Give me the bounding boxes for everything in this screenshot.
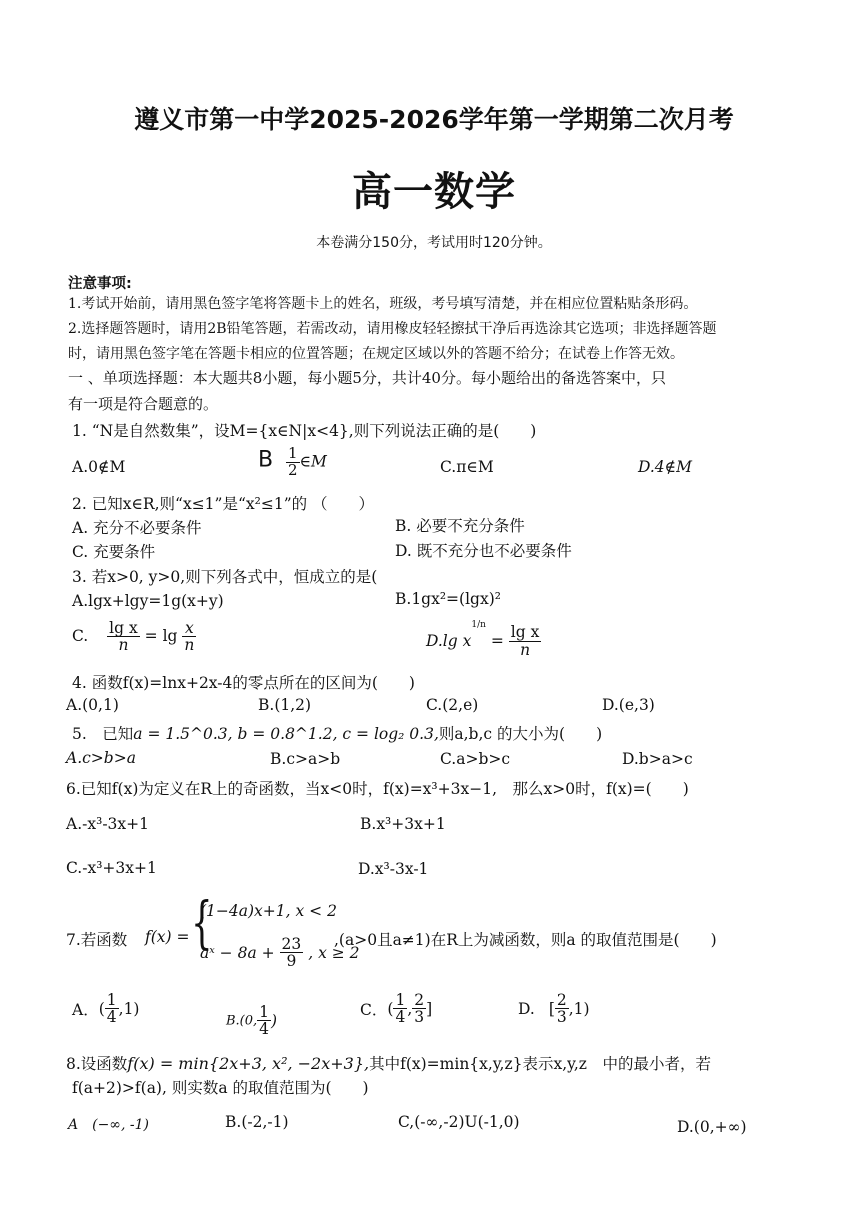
question-5-option-c: C.a>b>c <box>440 750 511 768</box>
section-1-instructions-line-1: 一 、单项选择题：本大题共8小题，每小题5分，共计40分。每小题给出的备选答案中，只 <box>68 369 666 387</box>
question-1-option-b: B $\frac{1}{2}$ ∈M <box>258 444 327 479</box>
question-5-option-b: B.c>a>b <box>270 750 341 768</box>
exam-title: 遵义市第一中学2025-2026学年第一学期第二次月考 <box>134 105 734 134</box>
question-8-option-d: D.(0,+∞) <box>677 1118 747 1136</box>
subject-title: 高一数学 <box>352 169 516 215</box>
question-3-option-a: A.lgx+lgy=1g(x+y) <box>72 592 224 610</box>
question-7-case-2: aˣ − 8a + $\frac{23}{9}$ , x ≥ 2 <box>200 935 360 971</box>
question-4-stem: 4. 函数f(x)=lnx+2x-4的零点所在的区间为( ) <box>72 674 415 692</box>
question-5-option-a: A.c>b>a <box>66 749 136 767</box>
question-8-option-b: B.(-2,-1) <box>225 1113 289 1131</box>
question-4-option-a: A.(0,1) <box>66 696 119 714</box>
question-7-option-d: D. [ $\frac{2}{3}$ ,1) <box>518 991 590 1027</box>
question-6-option-c: C.-x³+3x+1 <box>66 859 157 877</box>
question-5-option-d: D.b>a>c <box>622 750 693 768</box>
question-7-option-a: A．( $\frac{1}{4}$ ,1) <box>72 991 140 1027</box>
question-7-option-b: B.(0, $\frac{1}{4}$ ) <box>226 1003 278 1039</box>
question-8-option-a: A (−∞, -1) <box>68 1117 149 1133</box>
question-4-option-c: C.(2,e) <box>426 696 479 714</box>
question-5-stem: 5. 已知a = 1.5^0.3, b = 0.8^1.2, c = log₂ 0.3,则a,b,c 的大小为( ) <box>72 725 603 743</box>
question-1-option-c: C.π∈M <box>440 458 494 476</box>
question-6-stem: 6.已知f(x)为定义在R上的奇函数，当x<0时，f(x)=x³+3x−1, 那么x>0时，f(x)=( ) <box>66 780 689 798</box>
notes-item-2-line-2: 时，请用黑色签字笔在答题卡相应的位置答题；在规定区域以外的答题不给分；在试卷上作答无效。 <box>68 346 684 362</box>
question-8-stem-line-2: f(a+2)>f(a), 则实数a 的取值范围为( ) <box>72 1079 369 1097</box>
score-line: 本卷满分150分，考试用时120分钟。 <box>316 235 552 251</box>
question-1-stem: 1. “N是自然数集”，设M={x∈N|x<4},则下列说法正确的是( ) <box>72 422 537 440</box>
question-2-option-c: C. 充要条件 <box>72 543 156 561</box>
question-7-function-name: f(x) = <box>145 928 190 946</box>
question-3-option-d: D.lg $x^{1/n}$ = $\frac{\text{lg x}}{n}$ <box>426 620 540 659</box>
notes-item-1: 1.考试开始前，请用黑色签字笔将答题卡上的姓名，班级，考号填写清楚，并在相应位置粘贴条形码。 <box>68 296 698 312</box>
question-7-option-c: C．( $\frac{1}{4}$ , $\frac{2}{3}$ ] <box>360 991 433 1027</box>
question-8-stem: 8.设函数f(x) = min{2x+3, x², −2x+3},其中f(x)=min{x,y,z}表示x,y,z 中的最小者，若 <box>66 1054 711 1073</box>
question-6-option-b: B.x³+3x+1 <box>360 815 446 833</box>
question-7-stem-prefix: 7.若函数 <box>66 931 128 949</box>
notes-item-2-line-1: 2.选择题答题时，请用2B铅笔答题，若需改动，请用橡皮轻轻擦拭干净后再选涂其它选项；非选择题答题 <box>68 321 717 337</box>
question-3-option-b: B.1gx²=(lgx)² <box>395 590 501 608</box>
section-1-instructions-line-2: 有一项是符合题意的。 <box>68 395 219 413</box>
question-2-option-b: B. 必要不充分条件 <box>395 517 525 535</box>
question-4-option-d: D.(e,3) <box>602 696 655 714</box>
question-8-option-c: C,(-∞,-2)U(-1,0) <box>398 1113 520 1131</box>
question-3-option-c: C. $\frac{\text{lg x}}{n}$ = lg $\frac{x}{n}$ <box>72 619 195 655</box>
question-3-stem: 3. 若x>0, y>0,则下列各式中，恒成立的是( <box>72 568 378 586</box>
question-2-option-a: A. 充分不必要条件 <box>72 519 202 537</box>
question-1-option-a: A.0∉M <box>72 458 126 476</box>
question-4-option-b: B.(1,2) <box>258 696 312 714</box>
question-7-stem-suffix: ,(a>0且a≠1)在R上为减函数，则a 的取值范围是( ) <box>334 931 717 949</box>
question-1-option-d: D.4∉M <box>638 458 693 476</box>
question-6-option-d: D.x³-3x-1 <box>358 860 429 878</box>
notes-heading: 注意事项: <box>68 276 132 292</box>
question-2-option-d: D. 既不充分也不必要条件 <box>395 542 572 560</box>
question-7-case-1: (1−4a)x+1, x < 2 <box>200 902 337 920</box>
question-2-stem: 2. 已知x∈R,则“x≤1”是“x²≤1”的 （ ） <box>72 495 375 513</box>
question-6-option-a: A.-x³-3x+1 <box>66 815 150 833</box>
question-7-brace: { <box>191 891 213 956</box>
